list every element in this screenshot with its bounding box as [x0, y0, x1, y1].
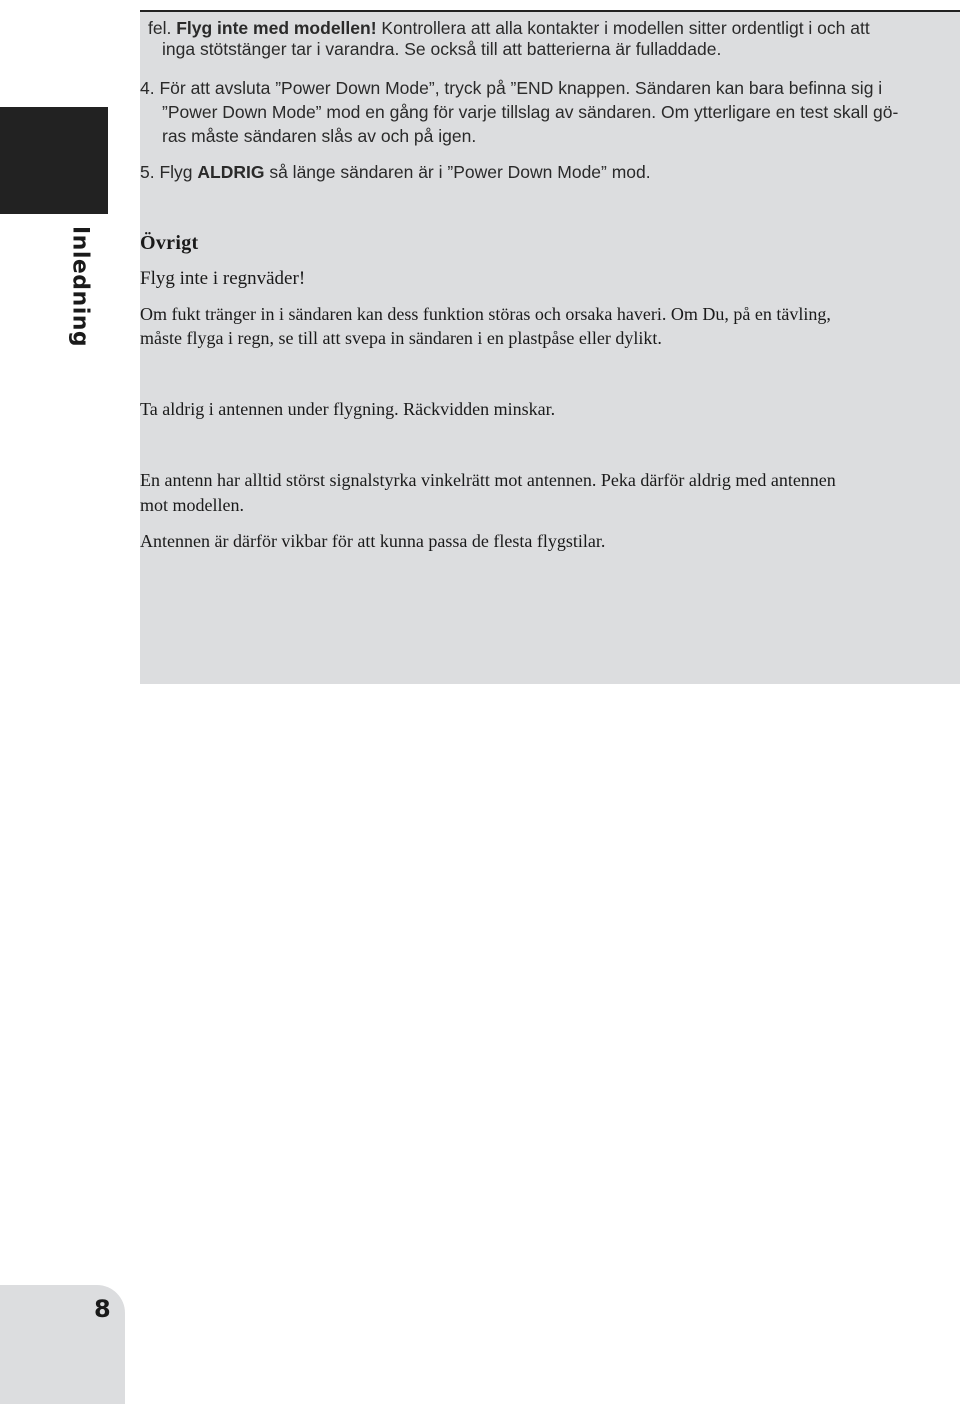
page-number: 8 — [94, 1295, 111, 1323]
paragraph-3-line-1: En antenn har alltid störst signalstyrka vinkelrätt mot antennen. Peka därför aldrig med antennen — [140, 470, 836, 490]
chapter-marker-block — [0, 107, 108, 214]
paragraph-1-line-2: måste flyga i regn, se till att svepa in sändaren i en plastpåse eller dylikt. — [140, 328, 662, 348]
section-subheading: Flyg inte i regnväder! — [140, 268, 306, 289]
section-heading: Övrigt — [140, 232, 199, 254]
warning-never: ALDRIG — [197, 162, 265, 182]
paragraph-1-line-1: Om fukt tränger in i sändaren kan dess funktion störas och orsaka haveri. Om Du, på en tävling, — [140, 304, 831, 324]
list-item-3-line-2: inga stötstänger tar i varandra. Se också till att batterierna är fulladdade. — [162, 39, 722, 59]
list-item-4-line-1: 4. För att avsluta ”Power Down Mode”, tryck på ”END knappen. Sändaren kan bara befinna sig i — [140, 78, 883, 98]
page-number-tab — [0, 1285, 125, 1404]
list-item-3-line-1: fel. Flyg inte med modellen! Kontrollera att alla kontakter i modellen sitter ordentligt i och att — [148, 18, 870, 38]
list-item-4-line-3: ras måste sändaren slås av och på igen. — [162, 126, 477, 146]
paragraph-2: Ta aldrig i antennen under flygning. Räckvidden minskar. — [140, 399, 556, 419]
warning-no-fly: Flyg inte med modellen! — [176, 18, 377, 38]
list-item-4-line-2: ”Power Down Mode” mod en gång för varje tillslag av sändaren. Om ytterligare en test skall gö- — [162, 102, 899, 122]
list-item-5: 5. Flyg ALDRIG så länge sändaren är i ”Power Down Mode” mod. — [140, 162, 651, 182]
chapter-tab — [60, 226, 100, 348]
paragraph-4: Antennen är därför vikbar för att kunna passa de flesta flygstilar. — [140, 531, 606, 551]
chapter-tab-label: Inledning — [67, 226, 93, 348]
paragraph-3-line-2: mot modellen. — [140, 495, 244, 515]
